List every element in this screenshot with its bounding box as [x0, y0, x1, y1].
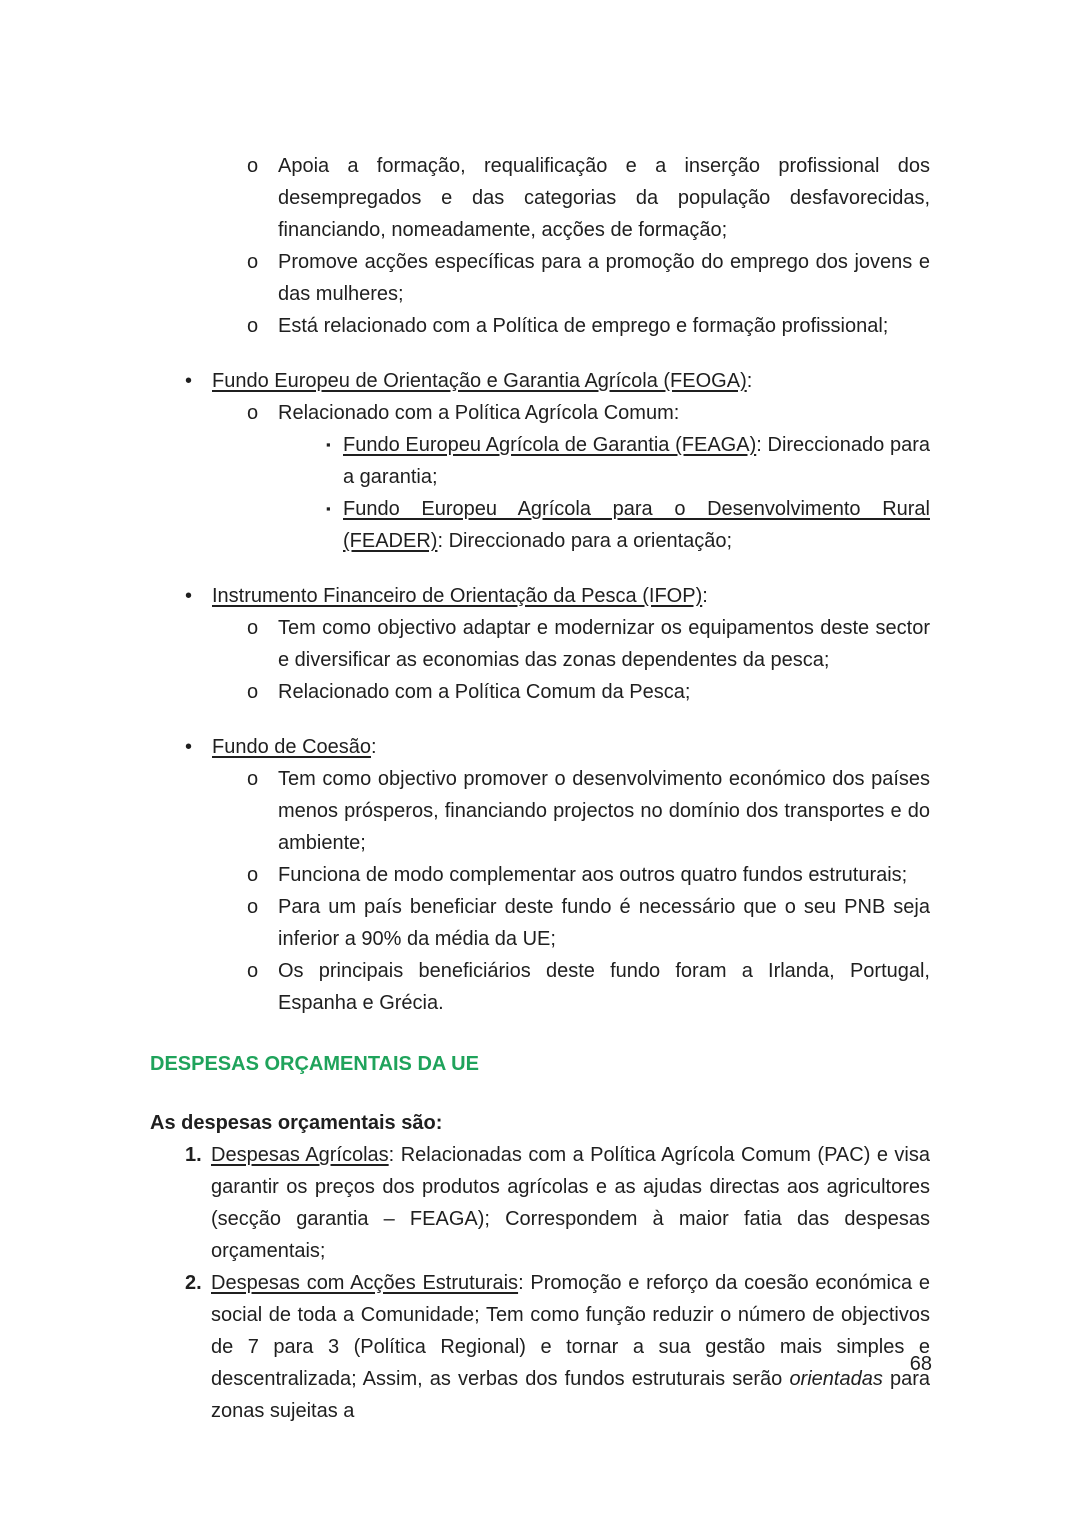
- feaga-label: Fundo Europeu Agrícola de Garantia (FEAGA): [343, 434, 757, 456]
- list-item-text: Relacionado com a Política Agrícola Comum:: [278, 402, 680, 424]
- fund-title-colon: :: [746, 370, 753, 392]
- numbered-list: [150, 1139, 930, 1427]
- square-bullet-icon: ▪: [326, 437, 331, 452]
- list-item-text: [343, 493, 930, 557]
- fund-title-text: Instrumento Financeiro de Orientação da Pesca (IFOP): [212, 585, 703, 607]
- circle-bullet-icon: o: [247, 768, 259, 790]
- numbered-item-text: [211, 1139, 930, 1267]
- list-item-text: Tem como objectivo adaptar e modernizar os equipamentos deste sector e diversificar as economias das zonas dependentes da pesca;: [278, 617, 930, 671]
- numbered-item-italic-word: orientadas: [789, 1368, 883, 1390]
- disc-bullet-icon: •: [185, 585, 193, 607]
- numbered-item-body: para zonas sujeitas a: [211, 1368, 931, 1422]
- list-item-text: Promove acções específicas para a promoção do emprego dos jovens e das mulheres;: [278, 251, 930, 305]
- fund-title-text: Fundo de Coesão: [212, 736, 372, 758]
- list-item: [150, 310, 930, 342]
- numbered-item-label: Despesas Agrícolas: [211, 1144, 389, 1166]
- ifop-section: [150, 580, 930, 708]
- list-item: [150, 612, 930, 676]
- feader-label: Fundo Europeu Agrícola para o Desenvolvimento Rural (FEADER): [343, 498, 930, 552]
- list-item-text: Tem como objectivo promover o desenvolvimento económico dos países menos prósperos, financiando projectos no domínio dos transportes e do ambiente;: [278, 768, 930, 854]
- list-item: [150, 891, 930, 955]
- fund-title-colon: :: [371, 736, 377, 758]
- list-item: [150, 955, 930, 1019]
- intro-line: As despesas orçamentais são:: [150, 1112, 443, 1134]
- disc-bullet-icon: •: [185, 370, 193, 392]
- list-item-feoga-title: [150, 365, 930, 397]
- fund-title: [212, 365, 930, 397]
- list-item-text: Os principais beneficiários deste fundo foram a Irlanda, Portugal, Espanha e Grécia.: [278, 960, 930, 1014]
- list-item-text: Funciona de modo complementar aos outros quatro fundos estruturais;: [278, 864, 908, 886]
- disc-bullet-icon: •: [185, 736, 193, 758]
- list-item: [150, 397, 930, 429]
- list-item-feader: [150, 493, 930, 557]
- circle-bullet-icon: o: [247, 155, 259, 177]
- list-item-text: Apoia a formação, requalificação e a inserção profissional dos desempregados e das categorias da população desfavorecidas, financiando, nomeadamente, acções de formação;: [278, 155, 930, 241]
- circle-bullet-icon: o: [247, 251, 259, 273]
- numbered-item-body: : Relacionadas com a Política Agrícola Comum (PAC) e visa garantir os preços dos produtos agrícolas e as ajudas directas aos agricultores (secção garantia – FEAGA); Correspondem à maior fatia das despesas orçamentais;: [211, 1144, 930, 1262]
- circle-bullet-icon: o: [247, 617, 259, 639]
- list-item: [150, 859, 930, 891]
- document-content: [150, 150, 930, 1427]
- numbered-item-1: [150, 1139, 930, 1267]
- section-heading: DESPESAS ORÇAMENTAIS DA UE: [150, 1053, 479, 1075]
- circle-bullet-icon: o: [247, 402, 259, 424]
- item-number: 1.: [185, 1144, 202, 1166]
- square-bullet-icon: ▪: [326, 501, 331, 516]
- list-item-ifop-title: [150, 580, 930, 612]
- circle-bullet-icon: o: [247, 315, 259, 337]
- list-item-text: Relacionado com a Política Comum da Pesca;: [278, 681, 691, 703]
- list-item-text: Está relacionado com a Política de emprego e formação profissional;: [278, 315, 889, 337]
- esf-bullet-list: [150, 150, 930, 342]
- feoga-section: [150, 365, 930, 557]
- circle-bullet-icon: o: [247, 681, 259, 703]
- numbered-item-body: : Promoção e reforço da coesão económica e social de toda a Comunidade; Tem como função reduzir o número de objectivos de 7 para 3 (Política Regional) e tornar a sua gestão mais simples e descentralizada; Assim, as verbas dos fundos estruturais serão: [211, 1272, 930, 1390]
- numbered-item-2: [150, 1267, 930, 1427]
- list-item: [150, 763, 930, 859]
- list-item: [150, 676, 930, 708]
- list-item-coesao-title: [150, 731, 930, 763]
- fund-title-colon: :: [702, 585, 708, 607]
- list-item: [150, 150, 930, 246]
- item-number: 2.: [185, 1272, 202, 1294]
- fund-title-text: Fundo Europeu de Orientação e Garantia Agrícola (FEOGA): [212, 370, 747, 392]
- page-number: 68: [909, 1353, 932, 1375]
- circle-bullet-icon: o: [247, 896, 259, 918]
- list-item-text: Para um país beneficiar deste fundo é necessário que o seu PNB seja inferior a 90% da média da UE;: [278, 896, 930, 950]
- feaga-description: : Direccionado para a garantia;: [343, 434, 930, 488]
- fund-title: [212, 580, 930, 612]
- list-item-text: [343, 429, 930, 493]
- numbered-item-text: [211, 1267, 930, 1427]
- coesao-section: [150, 731, 930, 1019]
- list-item: [150, 246, 930, 310]
- circle-bullet-icon: o: [247, 960, 259, 982]
- circle-bullet-icon: o: [247, 864, 259, 886]
- numbered-item-label: Despesas com Acções Estruturais: [211, 1272, 519, 1294]
- feader-description: : Direccionado para a orientação;: [437, 530, 733, 552]
- fund-title: [212, 731, 930, 763]
- list-item-feaga: [150, 429, 930, 493]
